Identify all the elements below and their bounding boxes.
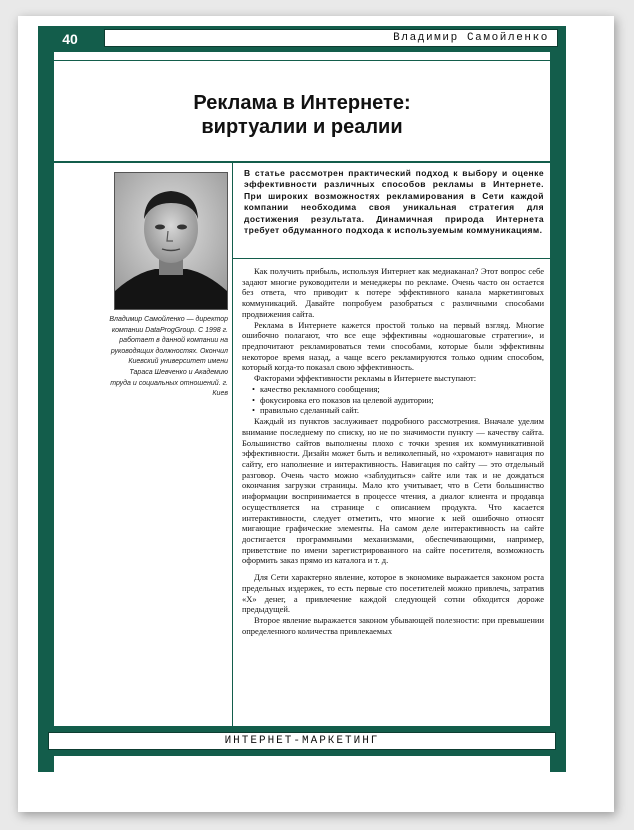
author-portrait-icon bbox=[115, 173, 227, 309]
column-divider bbox=[232, 162, 233, 726]
article-lead: В статье рассмотрен практический подход к выбору и оценке эффективности различных способов рекламы в Интернете. При широких возможностях рекламирования в Сети каждой компании необходима своя уникальная стратегия для достижения результата. Динамичная природа Интернета требует обдуманного подхода к используемым коммуникациям. bbox=[244, 168, 544, 236]
list-item: • качество рекламного сообщения; bbox=[252, 384, 544, 395]
footer-section: ИНТЕРНЕТ-МАРКЕТИНГ bbox=[224, 735, 380, 747]
page-number: 40 bbox=[62, 31, 78, 47]
paragraph: Второе явление выражается законом убывающей полезности: при превышении определенного количества привлекаемых bbox=[242, 615, 544, 636]
paragraph: Как получить прибыль, используя Интернет как медиаканал? Этот вопрос себе задают многие руководители и менеджеры по рекламе. Очень часто он остается без ответа, что приводит к потере эффективного канала маркетинговых коммуникаций. Давайте попробуем разобраться с различными способами продвижения сайта. bbox=[242, 266, 544, 319]
article-title bbox=[54, 91, 550, 139]
header-author-box bbox=[104, 29, 558, 47]
frame-right bbox=[550, 52, 566, 772]
author-caption: Владимир Самойленко — директор компании DataProgGroup. С 1998 г. работает в данной компании на руководящих должностях. Окончил Киевский университет имени Тараса Шевченко и Академию труда и социальных отношений. г. Киев bbox=[109, 316, 228, 398]
frame-left bbox=[38, 52, 54, 772]
magazine-page bbox=[18, 16, 614, 812]
list-item: • фокусировка его показов на целевой аудитории; bbox=[252, 395, 544, 406]
title-box bbox=[54, 60, 550, 163]
lead-divider bbox=[233, 258, 550, 259]
author-photo bbox=[114, 172, 228, 310]
footer-section-box bbox=[48, 732, 556, 750]
title-line-2: виртуалии и реалии bbox=[201, 116, 403, 138]
article-body bbox=[242, 266, 544, 636]
paragraph: Для Сети характерно явление, которое в экономике выражается законом роста предельных издержек, то есть первые сто посетителей можно привлечь, затратив «Х» денег, а привлечение каждой следующей сотни обходится дороже предыдущей. bbox=[242, 572, 544, 615]
paragraph: Каждый из пунктов заслуживает подробного рассмотрения. Вначале уделим внимание последнему по списку, но не по значимости пункту — качеству сайта. Большинство сайтов выполнены плохо с точки зрения их коммуникативной эффективности. Дизайн может быть и великолепный, но «хромают» навигация по сайту, его наполнение и интерактивность. Навигация по сайту — это отдельный разговор. Очень часто можно «заблудиться» сайте или так и не дождаться окончания загрузки страницы. Мало кто учитывает, что в Сети большинство информации воспринимается в процессе чтения, а диалог клиента и продавца осуществляется на странице с описанием продукта. Что касается интерактивности, следует отметить, что многие к ней ошибочно относят мигающие графические элементы. На самом деле интерактивность на сайте достигается программными механизмами, обеспечивающими, например, приветствие по имени зарегистрированного на сайте посетителя, возможность оформить заказ прямо из каталога и т. д. bbox=[242, 416, 544, 566]
factors-list bbox=[242, 384, 544, 416]
paragraph: Факторами эффективности рекламы в Интернете выступают: bbox=[254, 373, 477, 384]
list-item: • правильно сделанный сайт. bbox=[252, 405, 544, 416]
title-line-1: Реклама в Интернете: bbox=[193, 92, 411, 114]
header-author: Владимир Самойленко bbox=[393, 32, 549, 44]
paragraph: Реклама в Интернете кажется простой только на первый взгляд. Многие ошибочно полагают, что все еще эффективны «одношаговые стратегии», и предпочитают рекламироваться теми способами, которые были эффективны некоторое время назад, а чаще всего рекламируются только одним способом, который когда-то показал свою эффективность. bbox=[242, 319, 544, 373]
